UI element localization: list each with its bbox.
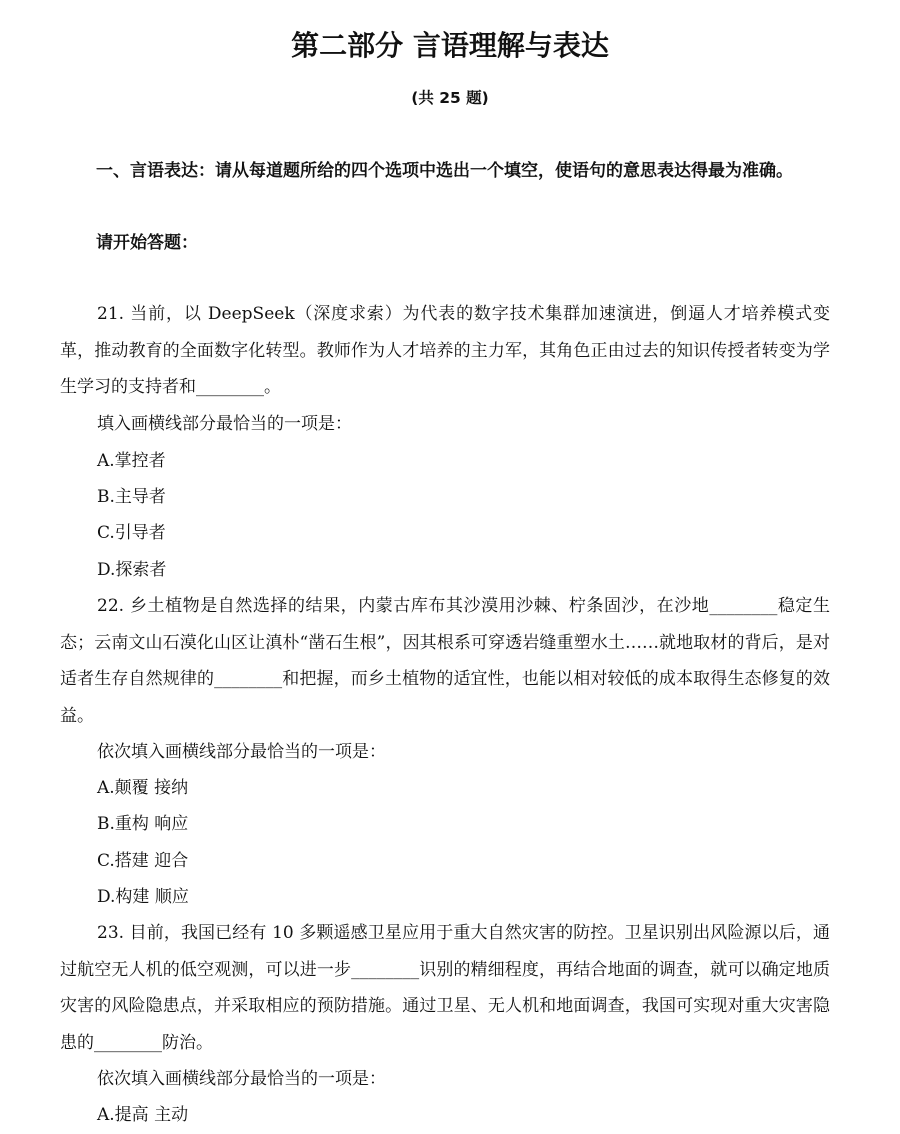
question-21-option-c: C.引导者 [97,523,166,543]
question-count: (共 25 题) [411,89,489,107]
question-21-option-b: B.主导者 [97,487,166,507]
question-23-option-a: A.提高 主动 [97,1105,189,1125]
question-22-stem: 22. 乡土植物是自然选择的结果，内蒙古库布其沙漠用沙棘、柠条固沙，在沙地________稳定生态；云南文山石漠化山区让滇朴“凿石生根”，因其根系可穿透岩缝重塑水土……就地取材的背后，是对适者生存自然规律的________和把握，而乡土植物的适宜性，也能以相对较低的成本取得生态修复的效益。 [60,596,830,726]
question-22-option-a: A.颠覆 接纳 [97,778,189,798]
question-22-option-c: C.搭建 迎合 [97,851,189,871]
question-21-option-a: A.掌控者 [97,451,166,471]
start-label: 请开始答题： [96,233,198,253]
section-instruction: 一、言语表达：请从每道题所给的四个选项中选出一个填空，使语句的意思表达得最为准确。 [96,161,793,181]
question-21-prompt: 填入画横线部分最恰当的一项是： [97,414,352,434]
question-21-stem: 21. 当前，以 DeepSeek（深度求索）为代表的数字技术集群加速演进，倒逼人才培养模式变革，推动教育的全面数字化转型。教师作为人才培养的主力军，其角色正由过去的知识传授者转变为学生学习的支持者和________。 [60,304,830,397]
section-title: 第二部分 言语理解与表达 [291,29,609,62]
question-22-option-b: B.重构 响应 [97,814,189,834]
question-22-prompt: 依次填入画横线部分最恰当的一项是： [97,742,386,762]
question-23-prompt: 依次填入画横线部分最恰当的一项是： [97,1069,386,1089]
question-23-stem: 23. 目前，我国已经有 10 多颗遥感卫星应用于重大自然灾害的防控。卫星识别出风险源以后，通过航空无人机的低空观测，可以进一步________识别的精细程度，再结合地面的调查，就可以确定地质灾害的风险隐患点，并采取相应的预防措施。通过卫星、无人机和地面调查，我国可实现对重大灾害隐患的________防治。 [60,923,830,1053]
question-21-option-d: D.探索者 [97,560,167,580]
question-22-option-d: D.构建 顺应 [97,887,189,907]
